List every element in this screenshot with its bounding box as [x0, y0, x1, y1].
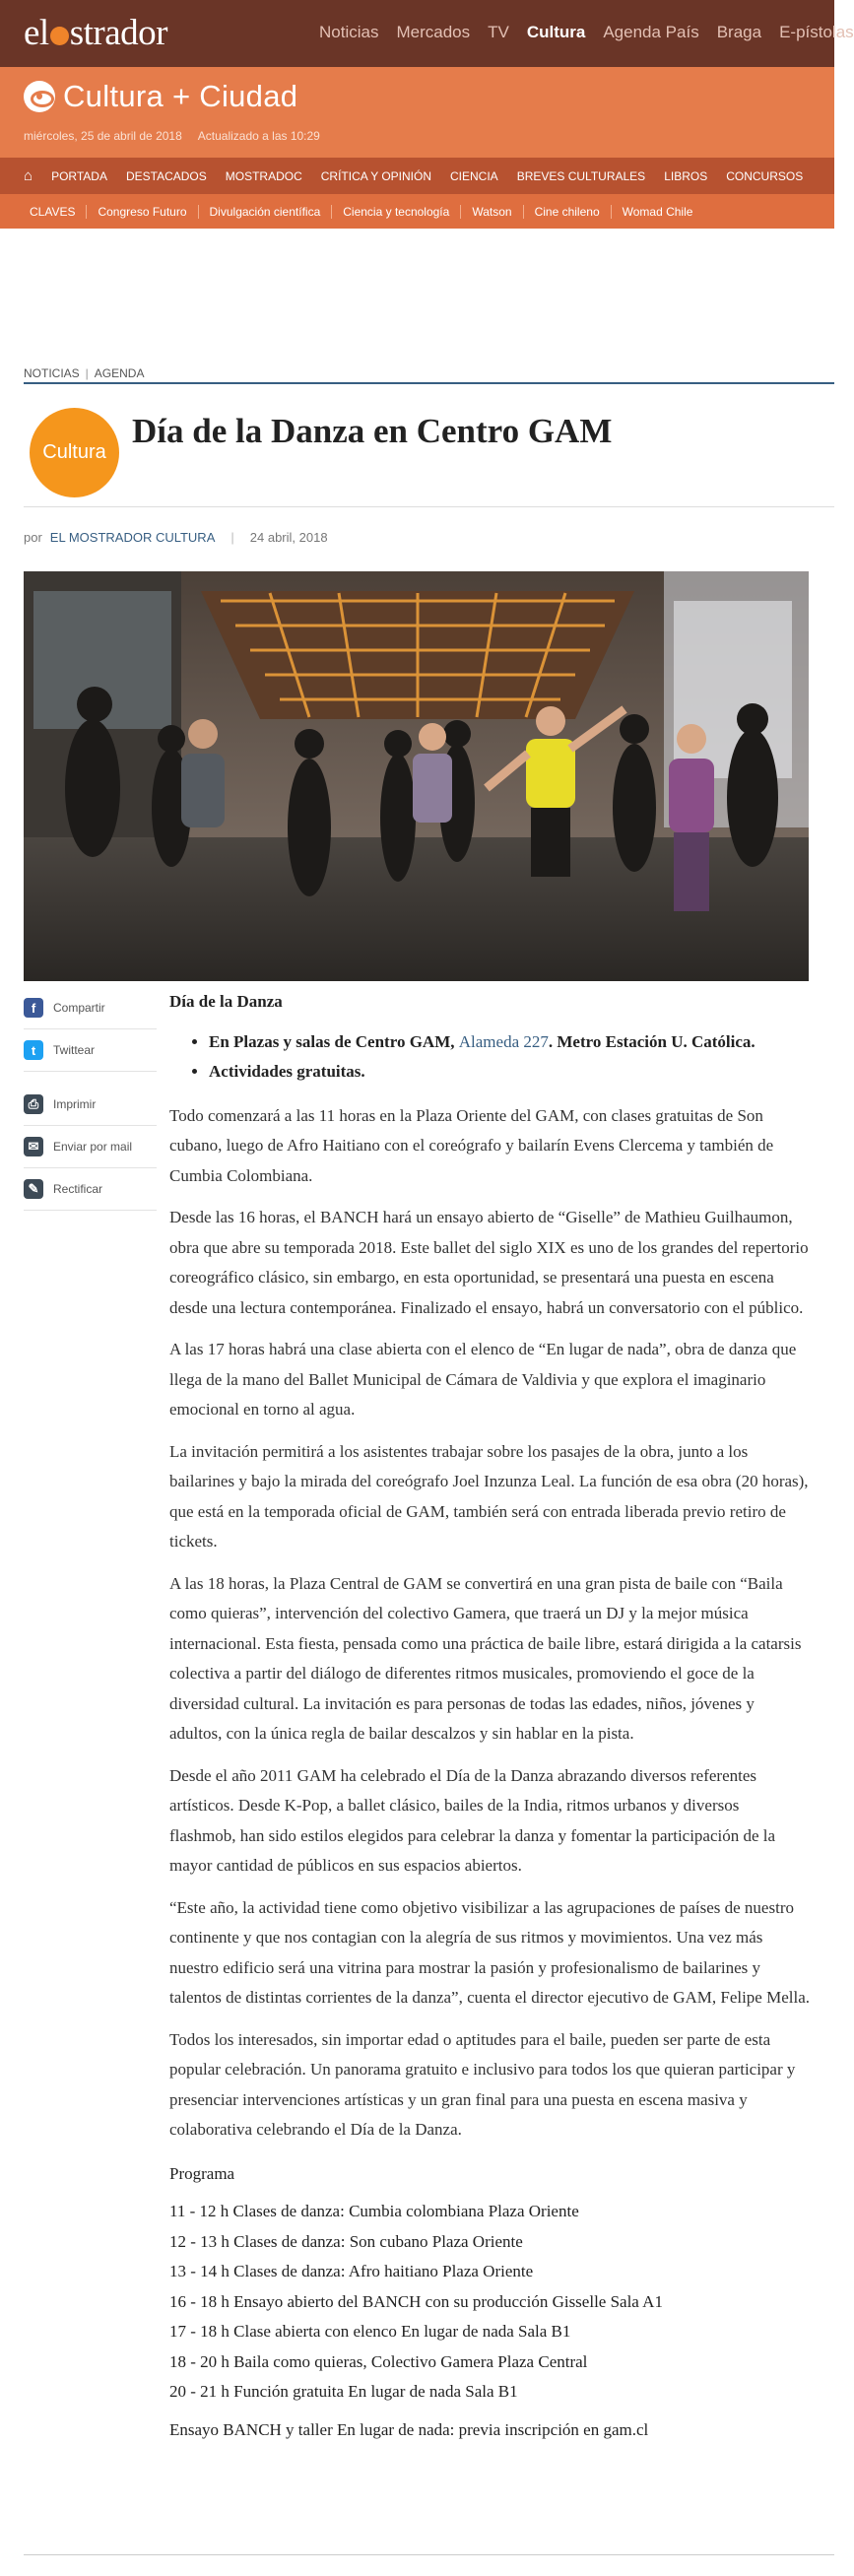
category-badge[interactable]: Cultura	[30, 408, 119, 497]
catnav-item-3[interactable]: CRÍTICA Y OPINIÓN	[320, 168, 432, 183]
catnav-item-6[interactable]: LIBROS	[664, 168, 708, 183]
sub-navigation	[0, 194, 834, 229]
subnav-item-0[interactable]: CLAVES	[26, 205, 87, 219]
dancers-illustration	[24, 571, 809, 981]
share-label: Twittear	[53, 1043, 96, 1057]
catnav-item-7[interactable]: CONCURSOS	[726, 168, 804, 183]
program-item: 20 - 21 h Función gratuita En lugar de nada Sala B1	[169, 2382, 518, 2401]
share-compartir-button[interactable]	[24, 987, 157, 1029]
share-imprimir-button[interactable]	[24, 1084, 157, 1126]
ad-space	[0, 229, 834, 366]
info-item	[209, 1057, 810, 1088]
subnav-item-1[interactable]: Congreso Futuro	[87, 205, 198, 219]
catnav-item-2[interactable]: MOSTRADOC	[225, 168, 302, 183]
breadcrumb-separator: |	[85, 366, 89, 380]
share-label: Compartir	[53, 1001, 105, 1015]
share-sidebar	[24, 987, 157, 1211]
logo-text-left: el	[24, 13, 49, 53]
paragraph: A las 18 horas, la Plaza Central de GAM se convertirá en una gran pista de baile con “Baila como quieras”, intervención del colectivo Gamera, que traerá un DJ y la mejor música internacional. Esta fiesta, pensada como una práctica de baile libre, estará dirigida a la catarsis colectiva a partir del diálogo de diferentes ritmos musicales, promoviendo el goce de la diversidad cultural. La invitación es para personas de todas las edades, niños, jóvenes y adultos, con la única regla de bailar descalzos y sin hablar en la pista.	[169, 1573, 802, 1743]
topnav-item-e-p-stolas[interactable]: E-pístolas	[779, 23, 854, 41]
share-label: Enviar por mail	[53, 1140, 133, 1154]
paragraph: La invitación permitirá a los asistentes trabajar sobre los pasajes de la obra, junto a los bailarines y bajo la mirada del coreógrafo Joel Inzunza Leal. La función de esa obra (20 horas), que está en la temporada oficial de GAM, también será con entrada liberada previo retiro de tickets.	[169, 1441, 809, 1551]
site-header	[0, 0, 854, 67]
breadcrumb-noticias[interactable]: NOTICIAS	[24, 366, 80, 380]
program-item: 16 - 18 h Ensayo abierto del BANCH con su producción Gisselle Sala A1	[169, 2291, 663, 2311]
section-header	[0, 67, 834, 158]
twitter-icon: t	[24, 1040, 43, 1060]
byline	[24, 530, 834, 545]
section-meta	[24, 129, 320, 143]
info-text: . Metro Estación U. Católica.	[548, 1031, 755, 1051]
byline-prefix: por	[24, 530, 42, 545]
breadcrumb	[24, 366, 834, 384]
breadcrumb-agenda[interactable]: AGENDA	[94, 366, 145, 380]
top-navigation	[319, 23, 854, 42]
paragraph: Desde las 16 horas, el BANCH hará un ensayo abierto de “Giselle” de Mathieu Guilhaumon, obra que abre su temporada 2018. Este ballet del siglo XIX es uno de los grandes del repertorio coreográfico clásico, sin embargo, en esta oportunidad, se presentará una puesta en escena desde una lectura contemporánea. Finalizado el ensayo, habrá un conversatorio con el público.	[169, 1208, 809, 1317]
program-item: 11 - 12 h Clases de danza: Cumbia colombiana Plaza Oriente	[169, 2202, 579, 2220]
article-lede: Día de la Danza	[169, 992, 283, 1011]
paragraph: “Este año, la actividad tiene como objetivo visibilizar a las agrupaciones de países de nuestro continente y que nos contagian con la alegría de sus ritmos y movimientos. Una vez más nuestro edificio será una vitrina para mostrar la pasión y profesionalismo de bailarines y talentos de distintas corrientes de la danza”, cuenta el director ejecutivo de GAM, Felipe Mella.	[169, 1897, 811, 2007]
paragraph: Todo comenzará a las 11 horas en la Plaza Oriente del GAM, con clases gratuitas de Son cubano, luego de Afro Haitiano con el coreógrafo y bailarín Evens Clercema y también de Cumbia Colombiana.	[169, 1105, 774, 1185]
topnav-item-cultura[interactable]: Cultura	[526, 23, 586, 41]
catnav-item-0[interactable]: PORTADA	[51, 168, 107, 183]
pencil-icon: ✎	[24, 1179, 43, 1199]
author-link[interactable]: EL MOSTRADOR CULTURA	[49, 530, 216, 545]
final-note: Ensayo BANCH y taller En lugar de nada: previa inscripción en gam.cl	[169, 2419, 649, 2439]
updated-time: Actualizado a las 10:29	[197, 129, 320, 143]
topnav-item-braga[interactable]: Braga	[716, 23, 762, 41]
catnav-item-1[interactable]: DESTACADOS	[125, 168, 207, 183]
paragraph: Todos los interesados, sin importar edad o aptitudes para el baile, pueden ser parte de esta popular celebración. Un panorama gratuito e inclusivo para todos los que quieran participar y presenciar intervenciones artísticas y un gran final para una puesta en escena masiva y colaborativa celebrando el Día de la Danza.	[169, 2029, 796, 2139]
byline-separator: |	[230, 530, 234, 545]
info-item	[209, 1027, 810, 1058]
share-rectificar-button[interactable]	[24, 1168, 157, 1211]
topnav-item-mercados[interactable]: Mercados	[396, 23, 471, 41]
catnav-item-5[interactable]: BREVES CULTURALES	[516, 168, 646, 183]
page-title: Día de la Danza en Centro GAM	[132, 412, 613, 450]
catnav-item-4[interactable]: CIENCIA	[450, 168, 498, 183]
site-logo[interactable]	[24, 12, 167, 54]
program-item: 17 - 18 h Clase abierta con elenco En lugar de nada Sala B1	[169, 2322, 571, 2341]
info-text: Actividades gratuitas.	[209, 1062, 365, 1081]
logo-dot	[50, 27, 69, 45]
program-item: 13 - 14 h Clases de danza: Afro haitiano Plaza Oriente	[169, 2262, 534, 2280]
subnav-item-4[interactable]: Watson	[461, 205, 523, 219]
printer-icon: ⎙	[24, 1094, 43, 1114]
publish-date: 24 abril, 2018	[249, 530, 328, 545]
subnav-item-6[interactable]: Womad Chile	[622, 204, 693, 219]
logo-text-right: strador	[69, 13, 167, 53]
program-item: 12 - 13 h Clases de danza: Son cubano Plaza Oriente	[169, 2231, 523, 2251]
share-gap	[24, 1072, 157, 1084]
share-enviar-por-mail-button[interactable]	[24, 1126, 157, 1168]
info-list	[209, 1027, 810, 1088]
address-link[interactable]: Alameda 227	[458, 1031, 549, 1051]
subnav-item-3[interactable]: Ciencia y tecnología	[332, 205, 461, 219]
article-photo	[24, 571, 809, 981]
article-body	[169, 987, 810, 2445]
info-text: En Plazas y salas de Centro GAM,	[209, 1031, 459, 1051]
program-list	[169, 2197, 810, 2408]
topnav-item-tv[interactable]: TV	[488, 23, 509, 41]
current-date: miércoles, 25 de abril de 2018	[24, 129, 182, 143]
paragraph: A las 17 horas habrá una clase abierta con el elenco de “En lugar de nada”, obra de danza que llega de la mano del Ballet Municipal de Cámara de Valdivia y que explora el imaginario emocional en torno al agua.	[169, 1340, 797, 1419]
paragraph: Desde el año 2011 GAM ha celebrado el Día de la Danza abrazando diversos referentes artísticos. Desde K-Pop, a ballet clásico, bailes de la India, ritmos urbanos y diversos flashmob, han sido estilos elegidos para celebrar la danza y fomentar la participación de la mayor cantidad de públicos en sus espacios abiertos.	[169, 1765, 776, 1875]
topnav-item-agenda-pa-s[interactable]: Agenda País	[603, 23, 699, 41]
category-navigation	[0, 158, 834, 194]
share-label: Rectificar	[53, 1182, 103, 1196]
eye-icon	[24, 81, 55, 112]
bottom-divider	[24, 2554, 834, 2555]
facebook-icon: f	[24, 998, 43, 1018]
mail-icon: ✉	[24, 1137, 43, 1156]
article-paragraphs	[169, 1101, 810, 2146]
program-item: 18 - 20 h Baila como quieras, Colectivo Gamera Plaza Central	[169, 2351, 588, 2371]
home-icon[interactable]: ⌂	[24, 167, 33, 184]
subnav-item-5[interactable]: Cine chileno	[524, 205, 612, 219]
section-title[interactable]: Cultura + Ciudad	[63, 79, 298, 113]
share-twittear-button[interactable]	[24, 1029, 157, 1072]
article-header	[24, 384, 834, 507]
topnav-item-noticias[interactable]: Noticias	[319, 23, 379, 41]
program-title: Programa	[169, 2163, 235, 2183]
subnav-item-2[interactable]: Divulgación científica	[199, 205, 333, 219]
share-label: Imprimir	[53, 1097, 97, 1111]
